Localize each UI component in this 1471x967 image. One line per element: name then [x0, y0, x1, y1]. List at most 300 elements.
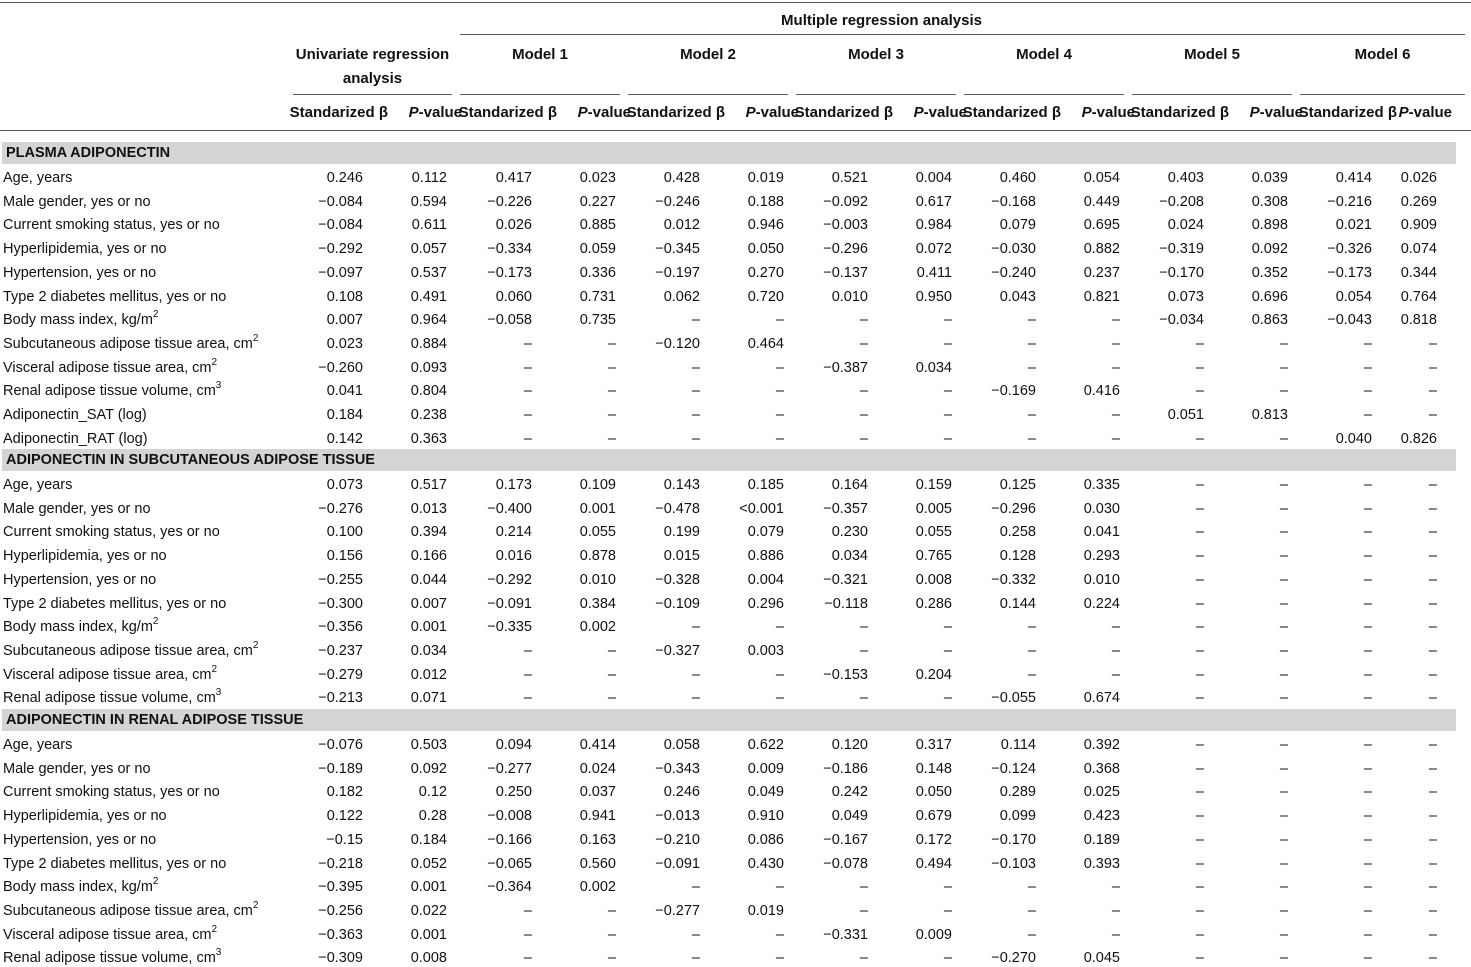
table-cell: – [859, 619, 868, 636]
table-cell: 0.182 [326, 784, 363, 801]
table-cell: −0.173 [1327, 264, 1372, 281]
table-cell: – [1428, 595, 1437, 612]
table-cell: – [1363, 359, 1372, 376]
table-cell: – [1111, 619, 1120, 636]
table-cell: −0.326 [1327, 241, 1372, 258]
table-cell: −0.084 [318, 193, 363, 210]
table-cell: 0.143 [663, 477, 700, 493]
table-cell: 0.073 [1167, 288, 1204, 305]
table-cell: 0.159 [915, 477, 952, 493]
table-cell: – [523, 902, 532, 919]
model-heading-5: Model 5 [1184, 46, 1240, 63]
table-cell: 0.898 [1251, 217, 1288, 234]
p-suffix: -value [1408, 104, 1452, 121]
beta-subheader: Standarized β [1298, 104, 1397, 121]
table-cell: – [859, 950, 868, 967]
univariate-heading-line1: Univariate regression [295, 46, 450, 63]
table-cell: 0.050 [747, 241, 784, 258]
table-cell: – [1279, 760, 1288, 777]
table-cell: 0.058 [663, 737, 700, 753]
row-label: Visceral adipose tissue area, $cm^2$ [3, 663, 218, 683]
table-cell: – [1428, 642, 1437, 659]
table-cell: 0.001 [410, 926, 447, 943]
multiple-regression-rule [460, 34, 1465, 35]
table-cell: 0.007 [326, 312, 363, 329]
table-cell: – [1279, 784, 1288, 801]
table-cell: 0.055 [579, 524, 616, 541]
table-cell: 0.093 [410, 359, 447, 376]
table-cell: 0.804 [410, 383, 447, 400]
table-cell: 0.099 [999, 808, 1036, 825]
table-cell: 0.034 [831, 548, 868, 565]
table-cell: – [1195, 926, 1204, 943]
table-cell: −0.210 [655, 831, 700, 848]
row-label: Type 2 diabetes mellitus, yes or no [3, 595, 227, 612]
table-cell: −0.279 [318, 666, 363, 683]
table-cell: – [1195, 902, 1204, 919]
table-cell: – [523, 926, 532, 943]
table-cell: – [607, 666, 616, 683]
row-label: Visceral adipose tissue area, $cm^2$ [3, 923, 218, 943]
table-cell: – [1428, 335, 1437, 352]
table-cell: 0.001 [410, 879, 447, 896]
table-cell: 0.246 [326, 170, 363, 186]
table-cell: 0.227 [579, 193, 616, 210]
table-cell: 0.679 [915, 808, 952, 825]
row-label-superscript: 2 [252, 332, 259, 344]
table-cell: 0.821 [1083, 288, 1120, 305]
table-cell: – [1428, 690, 1437, 707]
table-cell: 0.051 [1167, 407, 1204, 423]
table-cell: – [1428, 477, 1437, 493]
row-label: Body mass index, $kg/m^2$ [3, 876, 159, 896]
p-italic: P [577, 104, 588, 121]
table-cell: – [691, 430, 700, 447]
table-cell: – [1363, 784, 1372, 801]
section-title: ADIPONECTIN IN SUBCUTANEOUS ADIPOSE TISSUE [6, 452, 375, 468]
beta-subheader: Standarized β [626, 104, 725, 121]
table-cell: – [1428, 737, 1437, 753]
p-value-subheader [578, 105, 631, 120]
table-cell: 0.108 [326, 288, 363, 305]
table-cell: −0.363 [318, 926, 363, 943]
table-cell: 0.946 [747, 217, 784, 234]
table-cell: – [859, 312, 868, 329]
p-value-subheader [914, 105, 967, 120]
table-cell: – [523, 335, 532, 352]
table-cell: 0.818 [1400, 312, 1437, 329]
row-label: Renal adipose tissue volume, $cm^3$ [3, 380, 222, 400]
table-cell: – [1279, 690, 1288, 707]
table-cell: – [691, 383, 700, 400]
table-cell: 0.156 [326, 548, 363, 565]
table-cell: 0.611 [411, 217, 447, 234]
table-cell: 0.009 [747, 760, 784, 777]
table-cell: −0.058 [487, 312, 532, 329]
row-label: Current smoking status, yes or no [3, 217, 220, 234]
row-label-superscript: 2 [252, 639, 259, 651]
table-cell: – [859, 879, 868, 896]
table-cell: – [943, 383, 952, 400]
table-cell: 0.002 [579, 879, 616, 896]
table-cell: – [691, 690, 700, 707]
table-cell: – [1363, 407, 1372, 423]
table-cell: 0.008 [410, 950, 447, 967]
table-cell: – [943, 619, 952, 636]
table-cell: 0.060 [495, 288, 532, 305]
table-cell: 0.258 [999, 524, 1036, 541]
table-cell: 0.813 [1251, 407, 1288, 423]
univariate-heading-line2: analysis [342, 70, 403, 87]
table-cell: 0.731 [579, 288, 616, 305]
row-label: Subcutaneous adipose tissue area, $cm^2$ [3, 332, 259, 352]
table-cell: 0.204 [915, 666, 952, 683]
table-cell: – [691, 359, 700, 376]
table-cell: – [1195, 642, 1204, 659]
table-cell: 0.024 [1167, 217, 1204, 234]
table-cell: – [607, 642, 616, 659]
table-cell: 0.521 [831, 170, 868, 186]
table-cell: – [1428, 666, 1437, 683]
table-cell: 0.214 [495, 524, 532, 541]
table-cell: 0.188 [747, 193, 784, 210]
table-cell: −0.197 [655, 264, 700, 281]
table-cell: −0.395 [318, 879, 363, 896]
table-cell: – [1279, 666, 1288, 683]
table-cell: 0.128 [999, 548, 1036, 565]
table-cell: −0.226 [487, 193, 532, 210]
table-cell: – [1111, 902, 1120, 919]
table-cell: −0.137 [823, 264, 868, 281]
table-cell: −0.296 [823, 241, 868, 258]
table-cell: −0.078 [823, 855, 868, 872]
table-cell: −0.167 [823, 831, 868, 848]
table-cell: – [523, 642, 532, 659]
p-value-subheader [1250, 105, 1303, 120]
table-cell: −0.246 [655, 193, 700, 210]
table-cell: – [943, 642, 952, 659]
multiple-regression-heading: Multiple regression analysis [781, 12, 982, 29]
row-label: Subcutaneous adipose tissue area, $cm^2$ [3, 899, 259, 919]
table-cell: 0.022 [410, 902, 447, 919]
table-cell: – [1195, 666, 1204, 683]
table-cell: – [607, 690, 616, 707]
table-cell: – [943, 430, 952, 447]
table-cell: – [859, 407, 868, 423]
table-cell: 0.517 [410, 477, 447, 493]
table-cell: 0.144 [999, 595, 1036, 612]
table-cell: 0.950 [915, 288, 952, 305]
group-rule-1 [460, 94, 620, 95]
table-cell: 0.617 [915, 193, 952, 210]
table-cell: 0.040 [1335, 430, 1372, 447]
table-cell: – [1363, 690, 1372, 707]
table-cell: −0.034 [1159, 312, 1204, 329]
table-cell: – [1027, 666, 1036, 683]
table-cell: −0.327 [655, 642, 700, 659]
table-cell: – [1195, 524, 1204, 541]
row-label-superscript: 2 [211, 923, 218, 935]
row-label-superscript: 3 [215, 947, 222, 959]
table-cell: 0.537 [410, 264, 447, 281]
table-cell: – [1111, 359, 1120, 376]
table-cell: 0.005 [915, 500, 952, 517]
table-cell: – [1195, 619, 1204, 636]
table-cell: – [1027, 619, 1036, 636]
table-cell: – [1363, 926, 1372, 943]
table-cell: 0.884 [410, 335, 447, 352]
table-cell: – [1428, 808, 1437, 825]
table-cell: – [1195, 548, 1204, 565]
table-cell: – [1111, 926, 1120, 943]
table-top-rule [0, 2, 1471, 3]
row-label: Age, years [3, 477, 73, 493]
table-cell: −0.335 [487, 619, 532, 636]
table-cell: −0.055 [991, 690, 1036, 707]
table-cell: −0.103 [991, 855, 1036, 872]
table-cell: 0.142 [326, 430, 363, 447]
p-value-subheader [746, 105, 799, 120]
table-cell: 0.019 [747, 902, 784, 919]
table-cell: 0.414 [1335, 170, 1372, 186]
table-cell: 0.184 [326, 407, 363, 423]
table-cell: 0.826 [1400, 430, 1437, 447]
row-label-superscript: 2 [152, 876, 159, 888]
row-label: Renal adipose tissue volume, $cm^3$ [3, 947, 222, 967]
table-cell: 0.122 [326, 808, 363, 825]
table-cell: – [1195, 359, 1204, 376]
row-label-superscript: 2 [152, 616, 159, 628]
row-label: Hypertension, yes or no [3, 571, 157, 588]
model-heading-3: Model 3 [848, 46, 904, 63]
table-cell: – [1428, 571, 1437, 588]
table-cell: 0.674 [1083, 690, 1120, 707]
table-cell: – [1279, 383, 1288, 400]
table-cell: 0.054 [1083, 170, 1120, 186]
table-cell: 0.403 [1167, 170, 1204, 186]
table-cell: −0.153 [823, 666, 868, 683]
table-cell: −0.208 [1159, 193, 1204, 210]
table-cell: – [1363, 524, 1372, 541]
model-heading-6: Model 6 [1354, 46, 1411, 63]
table-cell: −0.166 [487, 831, 532, 848]
p-suffix: -value [755, 104, 799, 121]
table-cell: 0.041 [326, 383, 363, 400]
row-label: Current smoking status, yes or no [3, 524, 220, 541]
table-cell: – [859, 690, 868, 707]
table-cell: 0.384 [579, 595, 616, 612]
table-cell: 0.296 [747, 595, 784, 612]
p-italic: P [1249, 104, 1260, 121]
table-cell: – [943, 312, 952, 329]
table-cell: – [1279, 548, 1288, 565]
table-cell: – [523, 407, 532, 423]
table-cell: −0.030 [991, 241, 1036, 258]
table-cell: – [691, 879, 700, 896]
table-cell: 0.049 [747, 784, 784, 801]
table-cell: −0.092 [823, 193, 868, 210]
table-cell: – [1195, 571, 1204, 588]
table-cell: 0.270 [747, 264, 784, 281]
table-cell: 0.026 [1400, 170, 1437, 186]
table-cell: 0.041 [1083, 524, 1120, 541]
table-cell: 0.185 [747, 477, 784, 493]
table-cell: – [1428, 902, 1437, 919]
group-rule-6 [1300, 94, 1465, 95]
table-cell: −0.357 [823, 500, 868, 517]
row-label: Current smoking status, yes or no [3, 784, 220, 801]
table-cell: 0.886 [747, 548, 784, 565]
table-cell: – [607, 335, 616, 352]
table-cell: −0.343 [655, 760, 700, 777]
row-label: Type 2 diabetes mellitus, yes or no [3, 855, 227, 872]
table-cell: – [1279, 737, 1288, 753]
table-cell: – [1195, 879, 1204, 896]
table-cell: −0.387 [823, 359, 868, 376]
table-cell: <0.001 [739, 500, 784, 517]
table-cell: 0.109 [579, 477, 616, 493]
table-cell: 0.012 [410, 666, 447, 683]
table-cell: 0.449 [1083, 193, 1120, 210]
p-value-subheader [409, 105, 462, 120]
group-rule-2 [628, 94, 788, 95]
table-cell: −0.255 [318, 571, 363, 588]
table-cell: −0.043 [1327, 312, 1372, 329]
table-cell: – [775, 407, 784, 423]
table-cell: 0.184 [410, 831, 447, 848]
table-cell: – [1279, 879, 1288, 896]
table-cell: – [775, 359, 784, 376]
table-cell: 0.428 [663, 170, 700, 186]
table-cell: −0.109 [655, 595, 700, 612]
table-cell: −0.173 [487, 264, 532, 281]
table-cell: – [943, 902, 952, 919]
section-title: ADIPONECTIN IN RENAL ADIPOSE TISSUE [6, 712, 304, 728]
table-cell: – [1027, 642, 1036, 659]
table-cell: −0.321 [823, 571, 868, 588]
table-cell: −0.345 [655, 241, 700, 258]
p-italic: P [408, 104, 419, 121]
table-cell: 0.416 [1083, 383, 1120, 400]
table-cell: – [1027, 335, 1036, 352]
p-italic: P [745, 104, 756, 121]
table-cell: 0.172 [915, 831, 952, 848]
table-cell: – [607, 407, 616, 423]
table-cell: 0.464 [747, 335, 784, 352]
table-cell: 0.765 [915, 548, 952, 565]
table-cell: 0.100 [326, 524, 363, 541]
table-cell: – [1027, 407, 1036, 423]
table-cell: 0.079 [999, 217, 1036, 234]
row-label: Hyperlipidemia, yes or no [3, 808, 167, 825]
p-suffix: -value [1091, 104, 1135, 121]
table-cell: 0.007 [410, 595, 447, 612]
table-cell: 0.004 [747, 571, 784, 588]
row-label: Body mass index, $kg/m^2$ [3, 309, 159, 329]
table-cell: 0.308 [1251, 193, 1288, 210]
table-cell: 0.885 [579, 217, 616, 234]
table-cell: 0.28 [418, 808, 447, 825]
table-cell: – [1027, 879, 1036, 896]
table-cell: 0.173 [495, 477, 532, 493]
table-cell: 0.010 [1083, 571, 1120, 588]
table-cell: – [1279, 808, 1288, 825]
table-cell: 0.034 [915, 359, 952, 376]
row-label: Adiponectin_RAT (log) [3, 430, 148, 447]
table-cell: 0.016 [495, 548, 532, 565]
table-cell: −0.189 [318, 760, 363, 777]
table-cell: – [775, 879, 784, 896]
table-cell: −0.240 [991, 264, 1036, 281]
beta-subheader: Standarized β [794, 104, 893, 121]
table-cell: 0.695 [1083, 217, 1120, 234]
table-cell: 0.125 [999, 477, 1036, 493]
model-heading-4: Model 4 [1016, 46, 1072, 63]
table-cell: – [859, 430, 868, 447]
table-cell: −0.260 [318, 359, 363, 376]
table-cell: – [1363, 760, 1372, 777]
row-label: Hyperlipidemia, yes or no [3, 241, 167, 258]
table-cell: – [775, 619, 784, 636]
table-cell: 0.352 [1251, 264, 1288, 281]
table-cell: 0.460 [999, 170, 1036, 186]
table-cell: – [1428, 407, 1437, 423]
table-cell: – [523, 690, 532, 707]
table-cell: – [691, 926, 700, 943]
section-title: PLASMA ADIPONECTIN [6, 145, 171, 161]
table-cell: – [859, 902, 868, 919]
table-cell: 0.964 [410, 312, 447, 329]
table-cell: −0.218 [318, 855, 363, 872]
beta-subheader: Standarized β [458, 104, 557, 121]
table-cell: – [1195, 500, 1204, 517]
section-header-bg [2, 142, 1456, 164]
table-cell: 0.224 [1083, 595, 1120, 612]
table-cell: – [1279, 855, 1288, 872]
table-cell: – [691, 407, 700, 423]
table-cell: 0.189 [1083, 831, 1120, 848]
table-cell: – [1027, 926, 1036, 943]
table-cell: −0.237 [318, 642, 363, 659]
table-cell: 0.002 [579, 619, 616, 636]
table-cell: −0.065 [487, 855, 532, 872]
table-cell: 0.317 [915, 737, 952, 753]
table-cell: – [1027, 359, 1036, 376]
table-cell: – [1428, 926, 1437, 943]
table-cell: – [1195, 737, 1204, 753]
table-cell: – [1428, 855, 1437, 872]
table-cell: 0.013 [410, 500, 447, 517]
row-label-superscript: 3 [215, 380, 222, 392]
table-cell: 0.503 [410, 737, 447, 753]
table-cell: −0.124 [991, 760, 1036, 777]
table-cell: 0.057 [410, 241, 447, 258]
table-cell: – [1279, 831, 1288, 848]
table-cell: – [1195, 477, 1204, 493]
table-cell: – [523, 666, 532, 683]
p-value-subheader [1399, 105, 1452, 120]
table-cell: – [859, 642, 868, 659]
table-cell: 0.034 [410, 642, 447, 659]
table-cell: – [1279, 359, 1288, 376]
table-cell: – [859, 335, 868, 352]
table-cell: – [1428, 784, 1437, 801]
table-cell: −0.400 [487, 500, 532, 517]
table-cell: −0.319 [1159, 241, 1204, 258]
beta-subheader: Standarized β [1130, 104, 1229, 121]
row-label: Male gender, yes or no [3, 500, 151, 517]
table-cell: 0.074 [1400, 241, 1437, 258]
